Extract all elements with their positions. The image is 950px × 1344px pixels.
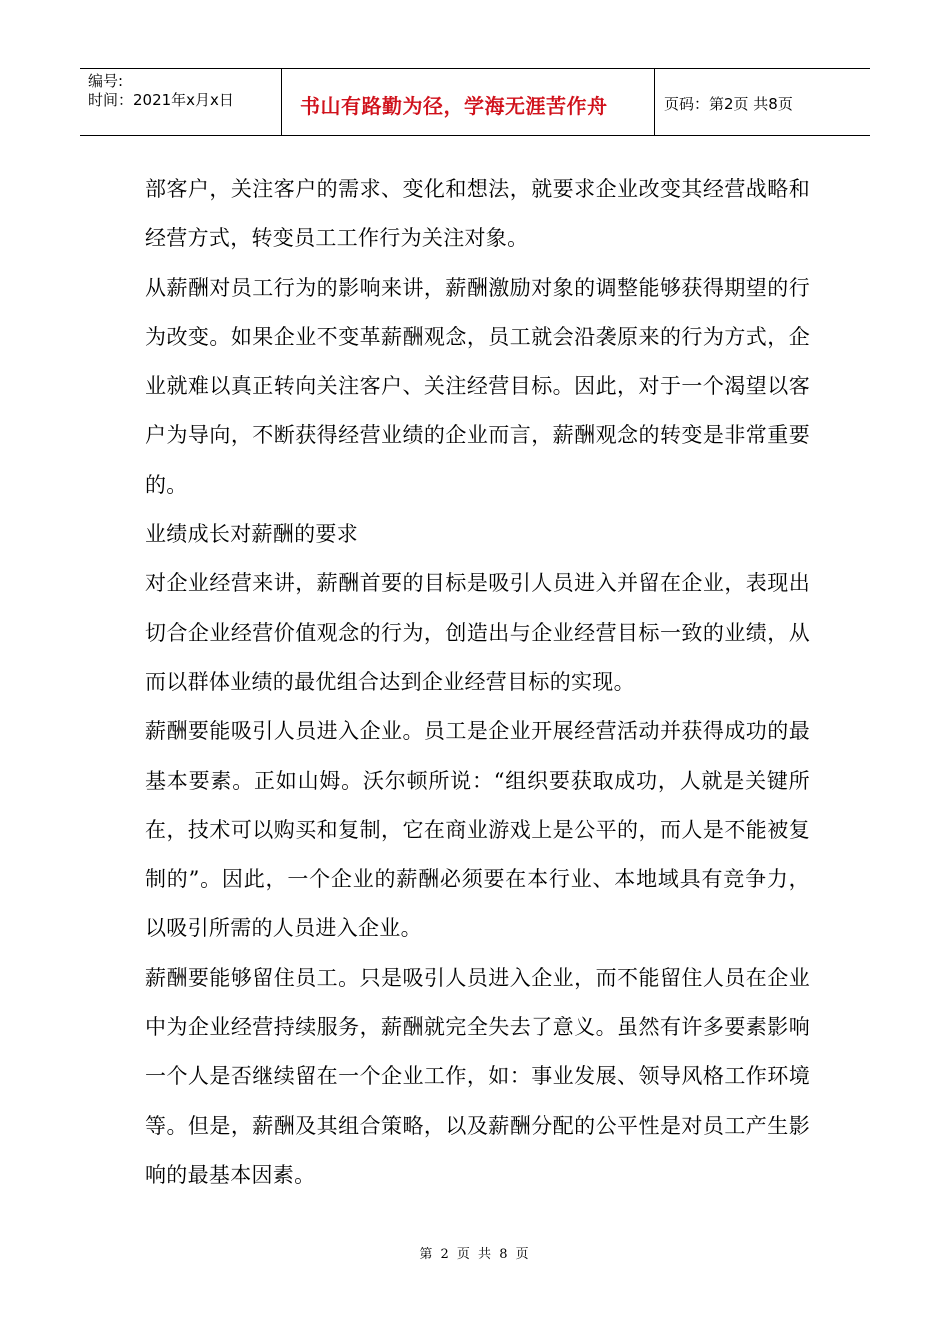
paragraph: 从薪酬对员工行为的影响来讲，薪酬激励对象的调整能够获得期望的行为改变。如果企业不变革薪酬观念，员工就会沿袭原来的行为方式，企业就难以真正转向关注客户、关注经营目标。因此，对于一个渴望以客户为导向，不断获得经营业绩的企业而言，薪酬观念的转变是非常重要的。	[145, 275, 810, 497]
paragraph: 薪酬要能吸引人员进入企业。员工是企业开展经营活动并获得成功的最基本要素。正如山姆。沃尔顿所说：“组织要获取成功，人就是关键所在，技术可以购买和复制，它在商业游戏上是公平的，而人是不能被复制的”。因此，一个企业的薪酬必须要在本行业、本地域具有竞争力，以吸引所需的人员进入企业。	[145, 719, 810, 941]
header-motto: 书山有路勤为径，学海无涯苦作舟	[300, 94, 608, 118]
paragraph: 薪酬要能够留住员工。只是吸引人员进入企业，而不能留住人员在企业中为企业经营持续服务，薪酬就完全失去了意义。虽然有许多要素影响一个人是否继续留在一个企业工作，如：事业发展、领导风格工作环境等。但是，薪酬及其组合策略，以及薪酬分配的公平性是对员工产生影响的最基本因素。	[145, 965, 810, 1187]
section-heading: 业绩成长对薪酬的要求	[145, 522, 358, 547]
header-bottom-rule	[80, 135, 870, 136]
document-body	[145, 165, 810, 1200]
paragraph: 部客户，关注客户的需求、变化和想法，就要求企业改变其经营战略和经营方式，转变员工工作行为关注对象。	[145, 177, 810, 251]
document-number-label: 编号:	[88, 72, 124, 90]
header-page-info: 页码：第2页 共8页	[664, 95, 793, 113]
document-date: 时间：2021年x月x日	[88, 91, 234, 109]
header-top-rule	[80, 68, 870, 69]
page-footer: 第 2 页 共 8 页	[419, 1247, 531, 1262]
header-divider-right	[654, 68, 655, 135]
paragraph: 对企业经营来讲，薪酬首要的目标是吸引人员进入并留在企业，表现出切合企业经营价值观念的行为，创造出与企业经营目标一致的业绩，从而以群体业绩的最优组合达到企业经营目标的实现。	[145, 571, 810, 694]
header-divider-left	[281, 68, 282, 135]
